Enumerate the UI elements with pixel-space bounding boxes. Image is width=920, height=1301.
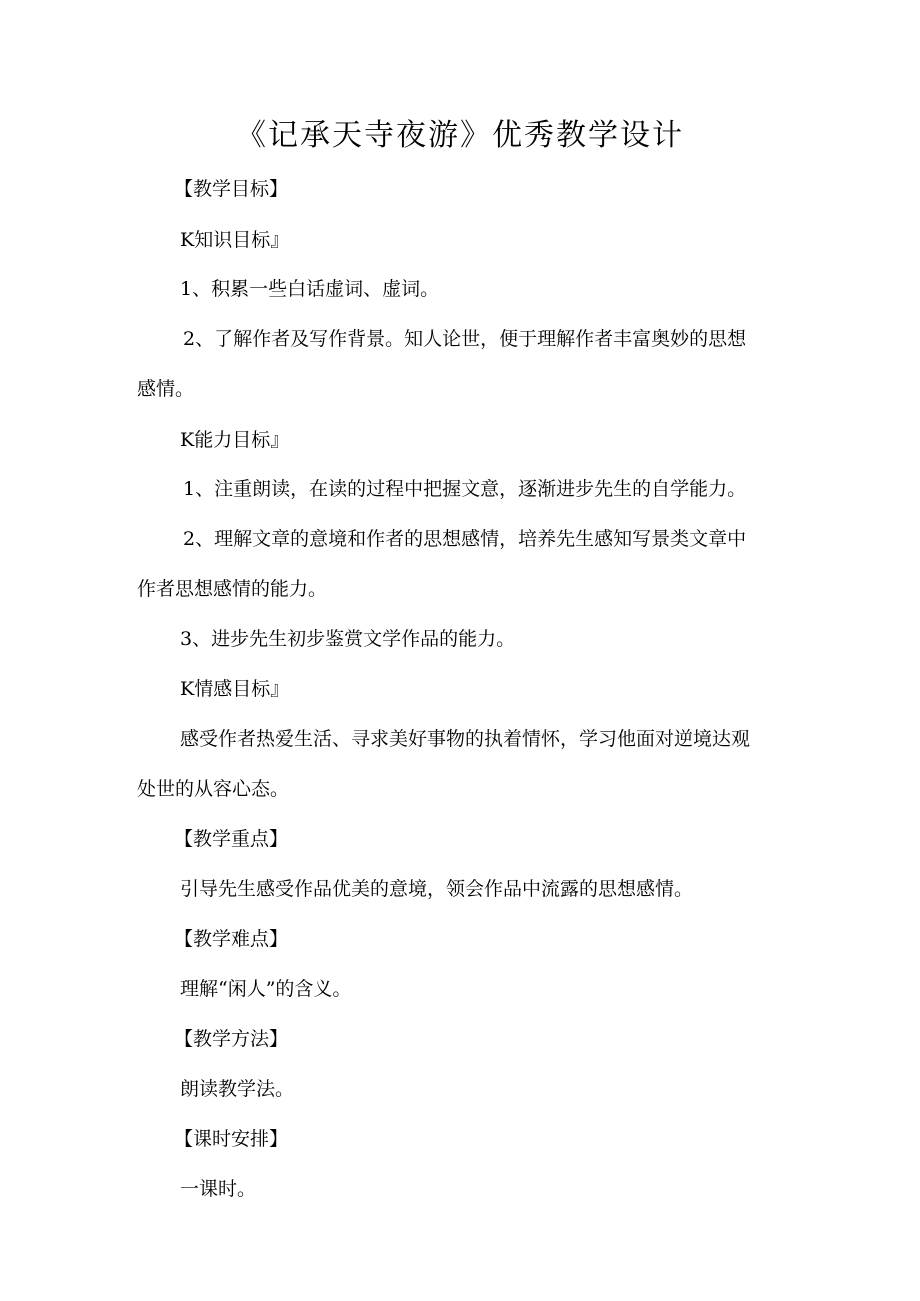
knowledge-item-1: 1、积累一些白话虚词、虚词。	[180, 278, 440, 300]
document-title: 《记承天寺夜游》优秀教学设计	[236, 118, 684, 153]
ability-item-3: 3、进步先生初步鉴赏文学作品的能力。	[180, 628, 516, 650]
subheading-knowledge-objectives: K知识目标』	[180, 229, 290, 251]
emotion-objective-text-continued: 处世的从容心态。	[137, 778, 290, 800]
teaching-focus-text: 引导先生感受作品优美的意境，领会作品中流露的思想感情。	[180, 878, 694, 900]
ability-item-2: 2、理解文章的意境和作者的思想感情，培养先生感知写景类文章中	[183, 528, 747, 550]
subheading-ability-objectives: K能力目标』	[180, 429, 290, 451]
section-heading-class-schedule: 【课时安排】	[174, 1128, 289, 1150]
ability-item-1: 1、注重朗读，在读的过程中把握文意，逐渐进步先生的自学能力。	[183, 478, 747, 500]
teaching-difficulty-text: 理解“闲人”的含义。	[180, 978, 352, 1000]
section-heading-teaching-method: 【教学方法】	[174, 1028, 289, 1050]
section-heading-teaching-objectives: 【教学目标】	[174, 178, 289, 200]
emotion-objective-text: 感受作者热爱生活、寻求美好事物的执着情怀，学习他面对逆境达观	[180, 728, 751, 750]
teaching-method-text: 朗读教学法。	[180, 1078, 295, 1100]
subheading-emotion-objectives: K情感目标』	[180, 678, 290, 700]
knowledge-item-2-continued: 感情。	[137, 378, 195, 400]
class-schedule-text: 一课时。	[180, 1178, 257, 1200]
section-heading-teaching-focus: 【教学重点】	[174, 828, 289, 850]
ability-item-2-continued: 作者思想感情的能力。	[137, 578, 328, 600]
knowledge-item-2: 2、了解作者及写作背景。知人论世，便于理解作者丰富奥妙的思想	[183, 328, 747, 350]
section-heading-teaching-difficulty: 【教学难点】	[174, 928, 289, 950]
